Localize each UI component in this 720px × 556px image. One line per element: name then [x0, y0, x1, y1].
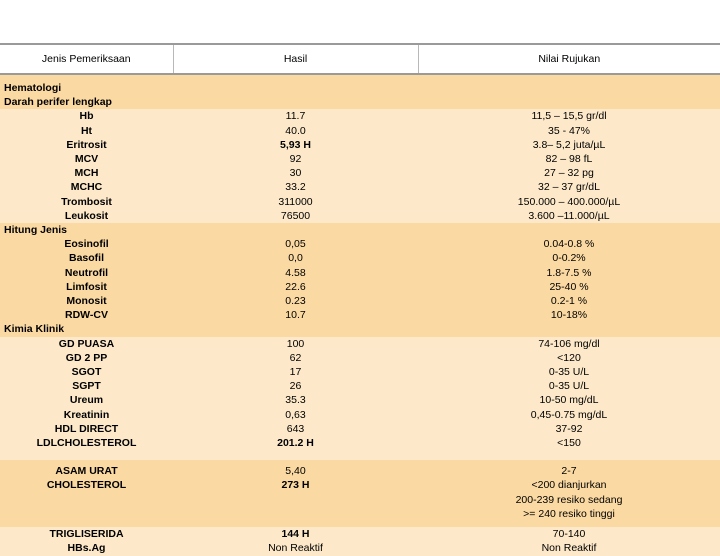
asam-urat-label: ASAM URAT [55, 465, 118, 478]
table-row: HBs.Ag Non Reaktif Non Reaktif [0, 541, 720, 555]
table-row: Trombosit 311000 150.000 – 400.000/µL [0, 195, 720, 209]
lab-results-table [0, 43, 720, 556]
cholesterol-ref-3: >= 240 resiko tinggi [523, 507, 615, 520]
spacer-row [0, 74, 720, 81]
section-darah-perifer: Darah perifer lengkap [0, 95, 720, 109]
table-row: Eosinofil 0,05 0.04-0.8 % [0, 237, 720, 251]
table-row: TRIGLISERIDA 144 H 70-140 [0, 527, 720, 541]
cholesterol-ref-2: 200-239 resiko sedang [515, 493, 623, 506]
table-row: Ureum 35.3 10-50 mg/dL [0, 393, 720, 407]
table-row: SGOT 17 0-35 U/L [0, 365, 720, 379]
table-row: HDL DIRECT 643 37-92 [0, 422, 720, 436]
table-row: MCHC 33.2 32 – 37 gr/dL [0, 180, 720, 194]
table-row: RDW-CV 10.7 10-18% [0, 308, 720, 322]
table-row: Eritrosit 5,93 H 3.8– 5,2 juta/µL [0, 138, 720, 152]
cholesterol-ref-1: <200 dianjurkan [531, 479, 607, 492]
header-result: Hasil [173, 44, 418, 74]
table-row: Leukosit 76500 3.600 –11.000/µL [0, 209, 720, 223]
table-row: SGPT 26 0-35 U/L [0, 379, 720, 393]
table-row: Basofil 0,0 0-0.2% [0, 251, 720, 265]
asam-urat-value: 5,40 [285, 465, 306, 478]
header-reference: Nilai Rujukan [418, 44, 720, 74]
table-row [0, 460, 720, 527]
table-row: Neutrofil 4.58 1.8-7.5 % [0, 266, 720, 280]
section-hematologi: Hematologi [0, 81, 720, 95]
table-row: GD 2 PP 62 <120 [0, 351, 720, 365]
table-row: MCH 30 27 – 32 pg [0, 166, 720, 180]
table-row: LDLCHOLESTEROL 201.2 H <150 [0, 436, 720, 460]
header-exam-type: Jenis Pemeriksaan [0, 44, 173, 74]
asam-urat-ref: 2-7 [561, 465, 577, 478]
top-blank-area [0, 0, 720, 43]
table-row: MCV 92 82 – 98 fL [0, 152, 720, 166]
table-row: Limfosit 22.6 25-40 % [0, 280, 720, 294]
table-row: Monosit 0.23 0.2-1 % [0, 294, 720, 308]
table-row: Kreatinin 0,63 0,45-0.75 mg/dL [0, 408, 720, 422]
cholesterol-label: CHOLESTEROL [46, 479, 127, 492]
table-row: Ht 40.0 35 - 47% [0, 124, 720, 138]
cholesterol-value: 273 H [281, 479, 310, 492]
table-row: Hb 11.7 11,5 – 15,5 gr/dl [0, 109, 720, 123]
section-kimia-klinik: Kimia Klinik [0, 322, 720, 336]
table-row: GD PUASA 100 74-106 mg/dl [0, 337, 720, 351]
section-hitung-jenis: Hitung Jenis [0, 223, 720, 237]
table-header-row [0, 44, 720, 74]
